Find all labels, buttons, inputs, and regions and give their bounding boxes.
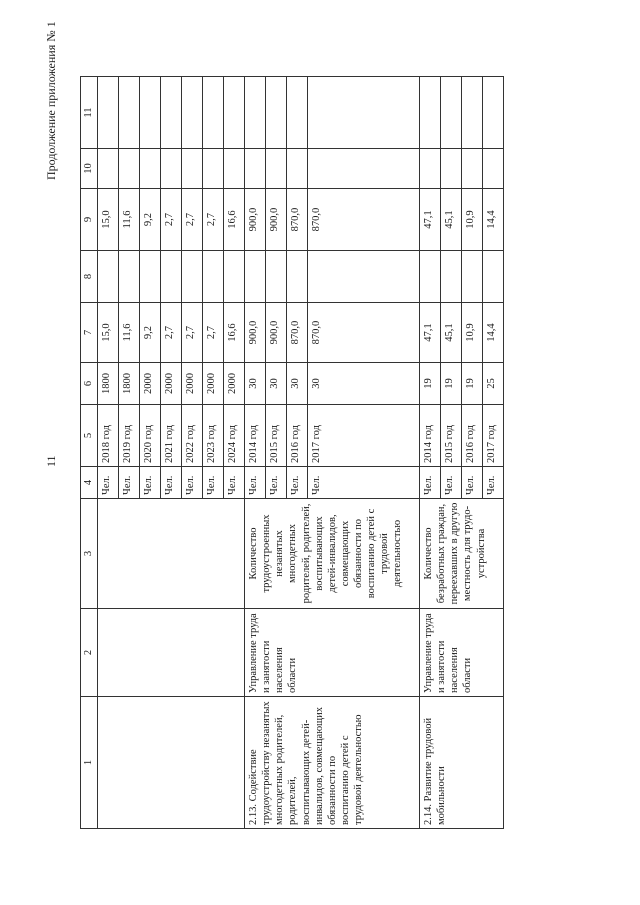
column-number: 1: [81, 697, 98, 829]
year-cell: 2023 год: [203, 405, 224, 467]
value-cell: 2,7: [182, 303, 203, 363]
cell-empty: [224, 149, 245, 189]
cell-empty: [245, 77, 266, 149]
measure-cell: 2.13. Содействие трудоустройству незанятых многодетных родителей, родителей, воспитывающих детей-инвалидов, совмещающих обязанности по воспитанию детей с трудовой деятельностью: [245, 697, 420, 829]
year-cell: 2017 год: [308, 405, 420, 467]
value-cell: 11,6: [119, 303, 140, 363]
responsible-cell: Управление труда и занятости населения области: [420, 609, 504, 697]
unit-cell: Чел.: [441, 467, 462, 499]
value-cell: 2,7: [161, 189, 182, 251]
cell-empty: [119, 149, 140, 189]
year-cell: 2021 год: [161, 405, 182, 467]
unit-cell: Чел.: [308, 467, 420, 499]
unit-cell: Чел.: [161, 467, 182, 499]
cell-empty: [98, 251, 119, 303]
value-cell: 16,6: [224, 303, 245, 363]
value-cell: 2,7: [161, 303, 182, 363]
year-cell: 2015 год: [441, 405, 462, 467]
cell-empty: [140, 149, 161, 189]
unit-cell: Чел.: [245, 467, 266, 499]
cell-empty: [203, 251, 224, 303]
year-cell: 2024 год: [224, 405, 245, 467]
value-cell: 2,7: [182, 189, 203, 251]
value-cell: 14,4: [483, 303, 504, 363]
cell-empty: [420, 149, 441, 189]
value-cell: 870,0: [287, 189, 308, 251]
year-cell: 2022 год: [182, 405, 203, 467]
unit-cell: Чел.: [119, 467, 140, 499]
cell-empty: [161, 77, 182, 149]
cell-empty: [98, 499, 245, 609]
cell-empty: [441, 77, 462, 149]
year-cell: 2019 год: [119, 405, 140, 467]
value-cell: 14,4: [483, 189, 504, 251]
column-number: 3: [81, 499, 98, 609]
target-cell: 30: [308, 363, 420, 405]
unit-cell: Чел.: [203, 467, 224, 499]
cell-empty: [441, 149, 462, 189]
cell-empty: [245, 149, 266, 189]
cell-empty: [161, 251, 182, 303]
unit-cell: Чел.: [266, 467, 287, 499]
cell-empty: [483, 77, 504, 149]
value-cell: 10,9: [462, 189, 483, 251]
cell-empty: [308, 149, 420, 189]
target-cell: 19: [420, 363, 441, 405]
value-cell: 900,0: [266, 303, 287, 363]
cell-empty: [119, 251, 140, 303]
cell-empty: [462, 149, 483, 189]
page-number: 11: [44, 455, 58, 467]
target-cell: 2000: [140, 363, 161, 405]
unit-cell: Чел.: [483, 467, 504, 499]
cell-empty: [224, 251, 245, 303]
value-cell: 15,0: [98, 189, 119, 251]
indicator-cell: Количество трудоустроенных незанятых многодетных родителей, родителей, воспитывающих детей-инвалидов, совмещающих обязанности по воспитанию детей с трудовой деятельностью: [245, 499, 420, 609]
measure-cell: 2.14. Развитие трудовой мобильности: [420, 697, 504, 829]
column-number: 6: [81, 363, 98, 405]
value-cell: 47,1: [420, 189, 441, 251]
value-cell: 45,1: [441, 189, 462, 251]
cell-empty: [462, 77, 483, 149]
value-cell: 9,2: [140, 303, 161, 363]
cell-empty: [98, 77, 119, 149]
table-row: [98, 77, 119, 829]
cell-empty: [266, 251, 287, 303]
value-cell: 47,1: [420, 303, 441, 363]
column-number: 11: [81, 77, 98, 149]
cell-empty: [308, 77, 420, 149]
year-cell: 2014 год: [420, 405, 441, 467]
column-number: 2: [81, 609, 98, 697]
cell-empty: [203, 77, 224, 149]
cell-empty: [420, 251, 441, 303]
target-cell: 25: [483, 363, 504, 405]
column-number: 5: [81, 405, 98, 467]
unit-cell: Чел.: [98, 467, 119, 499]
target-cell: 30: [287, 363, 308, 405]
cell-empty: [287, 251, 308, 303]
year-cell: 2018 год: [98, 405, 119, 467]
value-cell: 870,0: [308, 189, 420, 251]
target-cell: 19: [441, 363, 462, 405]
value-cell: 11,6: [119, 189, 140, 251]
value-cell: 2,7: [203, 303, 224, 363]
value-cell: 900,0: [245, 189, 266, 251]
appendix-table: [80, 76, 504, 829]
target-cell: 2000: [182, 363, 203, 405]
column-number: 4: [81, 467, 98, 499]
cell-empty: [266, 149, 287, 189]
unit-cell: Чел.: [420, 467, 441, 499]
target-cell: 2000: [224, 363, 245, 405]
value-cell: 2,7: [203, 189, 224, 251]
indicator-cell: Количество безработных граждан, переехавших в другую местность для трудо-устройства: [420, 499, 504, 609]
value-cell: 16,6: [224, 189, 245, 251]
target-cell: 2000: [161, 363, 182, 405]
cell-empty: [140, 251, 161, 303]
cell-empty: [245, 251, 266, 303]
cell-empty: [266, 77, 287, 149]
cell-empty: [140, 77, 161, 149]
value-cell: 10,9: [462, 303, 483, 363]
column-number: 10: [81, 149, 98, 189]
cell-empty: [98, 697, 245, 829]
year-cell: 2016 год: [287, 405, 308, 467]
cell-empty: [441, 251, 462, 303]
year-cell: 2017 год: [483, 405, 504, 467]
cell-empty: [287, 77, 308, 149]
unit-cell: Чел.: [140, 467, 161, 499]
cell-empty: [203, 149, 224, 189]
value-cell: 45,1: [441, 303, 462, 363]
year-cell: 2014 год: [245, 405, 266, 467]
cell-empty: [287, 149, 308, 189]
year-cell: 2015 год: [266, 405, 287, 467]
value-cell: 900,0: [266, 189, 287, 251]
cell-empty: [182, 251, 203, 303]
cell-empty: [224, 77, 245, 149]
year-cell: 2016 год: [462, 405, 483, 467]
value-cell: 900,0: [245, 303, 266, 363]
target-cell: 1800: [98, 363, 119, 405]
value-cell: 9,2: [140, 189, 161, 251]
target-cell: 2000: [203, 363, 224, 405]
cell-empty: [182, 149, 203, 189]
unit-cell: Чел.: [462, 467, 483, 499]
cell-empty: [161, 149, 182, 189]
column-number: 7: [81, 303, 98, 363]
value-cell: 870,0: [308, 303, 420, 363]
cell-empty: [98, 609, 245, 697]
unit-cell: Чел.: [224, 467, 245, 499]
cell-empty: [119, 77, 140, 149]
value-cell: 15,0: [98, 303, 119, 363]
cell-empty: [98, 149, 119, 189]
cell-empty: [483, 149, 504, 189]
unit-cell: Чел.: [287, 467, 308, 499]
target-cell: 30: [245, 363, 266, 405]
target-cell: 19: [462, 363, 483, 405]
cell-empty: [182, 77, 203, 149]
unit-cell: Чел.: [182, 467, 203, 499]
target-cell: 30: [266, 363, 287, 405]
value-cell: 870,0: [287, 303, 308, 363]
cell-empty: [308, 251, 420, 303]
column-number: 8: [81, 251, 98, 303]
year-cell: 2020 год: [140, 405, 161, 467]
target-cell: 1800: [119, 363, 140, 405]
table-row: [420, 77, 441, 829]
cell-empty: [462, 251, 483, 303]
continuation-note: Продолжение приложения № 1: [44, 21, 58, 180]
column-number: 9: [81, 189, 98, 251]
cell-empty: [483, 251, 504, 303]
table-row: [245, 77, 266, 829]
column-number-row: [81, 77, 98, 829]
cell-empty: [420, 77, 441, 149]
responsible-cell: Управление труда и занятости населения области: [245, 609, 420, 697]
